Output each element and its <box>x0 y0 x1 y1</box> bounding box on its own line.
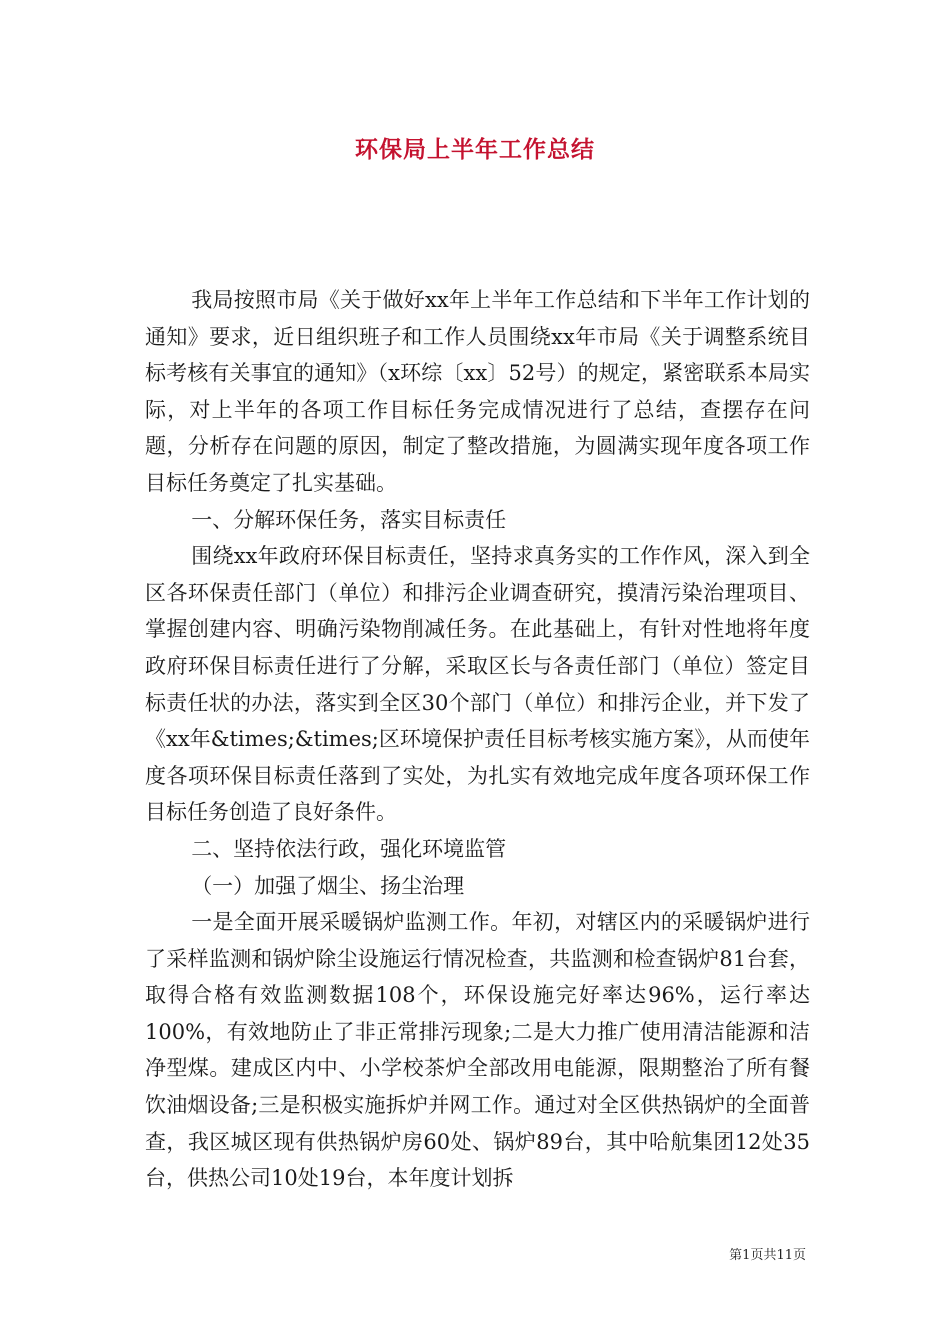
section-heading-2: 二、坚持依法行政，强化环境监管 <box>191 836 507 861</box>
paragraph-section-2-1: 一是全面开展采暖锅炉监测工作。年初，对辖区内的采暖锅炉进行了采样监测和锅炉除尘设施运行情况检查，共监测和检查锅炉81台套，取得合格有效监测数据108个，环保设施完好率达96%，运行率达100%，有效地防止了非正常排污现象;二是大力推广使用清洁能源和洁净型煤。建成区内中、小学校茶炉全部改用电能源，限期整治了所有餐饮油烟设备;三是积极实施拆炉并网工作。通过对全区供热锅炉的全面普查，我区城区现有供热锅炉房60处、锅炉89台，其中哈航集团12处35台，供热公司10处19台，本年度计划拆 <box>145 910 810 1191</box>
paragraph-section-1: 围绕xx年政府环保目标责任，坚持求真务实的工作作风，深入到全区各环保责任部门（单位）和排污企业调查研究，摸清污染治理项目、掌握创建内容、明确污染物削减任务。在此基础上，有针对性地将年度政府环保目标责任进行了分解，采取区长与各责任部门（单位）签定目标责任状的办法，落实到全区30个部门（单位）和排污企业，并下发了《xx年&times;&times;区环境保护责任目标考核实施方案》，从而使年度各项环保目标责任落到了实处，为扎实有效地完成年度各项环保工作目标任务创造了良好条件。 <box>145 544 810 825</box>
document-body <box>145 282 810 1197</box>
page-number-footer: 第1页共11页 <box>729 1248 806 1263</box>
subsection-heading-2-1: （一）加强了烟尘、扬尘治理 <box>191 873 465 898</box>
section-heading-1: 一、分解环保任务，落实目标责任 <box>191 507 507 532</box>
paragraph-intro: 我局按照市局《关于做好xx年上半年工作总结和下半年工作计划的通知》要求，近日组织班子和工作人员围绕xx年市局《关于调整系统目标考核有关事宜的通知》（x环综〔xx〕52号）的规定，紧密联系本局实际，对上半年的各项工作目标任务完成情况进行了总结，查摆存在问题，分析存在问题的原因，制定了整改措施，为圆满实现年度各项工作目标任务奠定了扎实基础。 <box>145 288 810 495</box>
document-title: 环保局上半年工作总结 <box>355 136 595 163</box>
